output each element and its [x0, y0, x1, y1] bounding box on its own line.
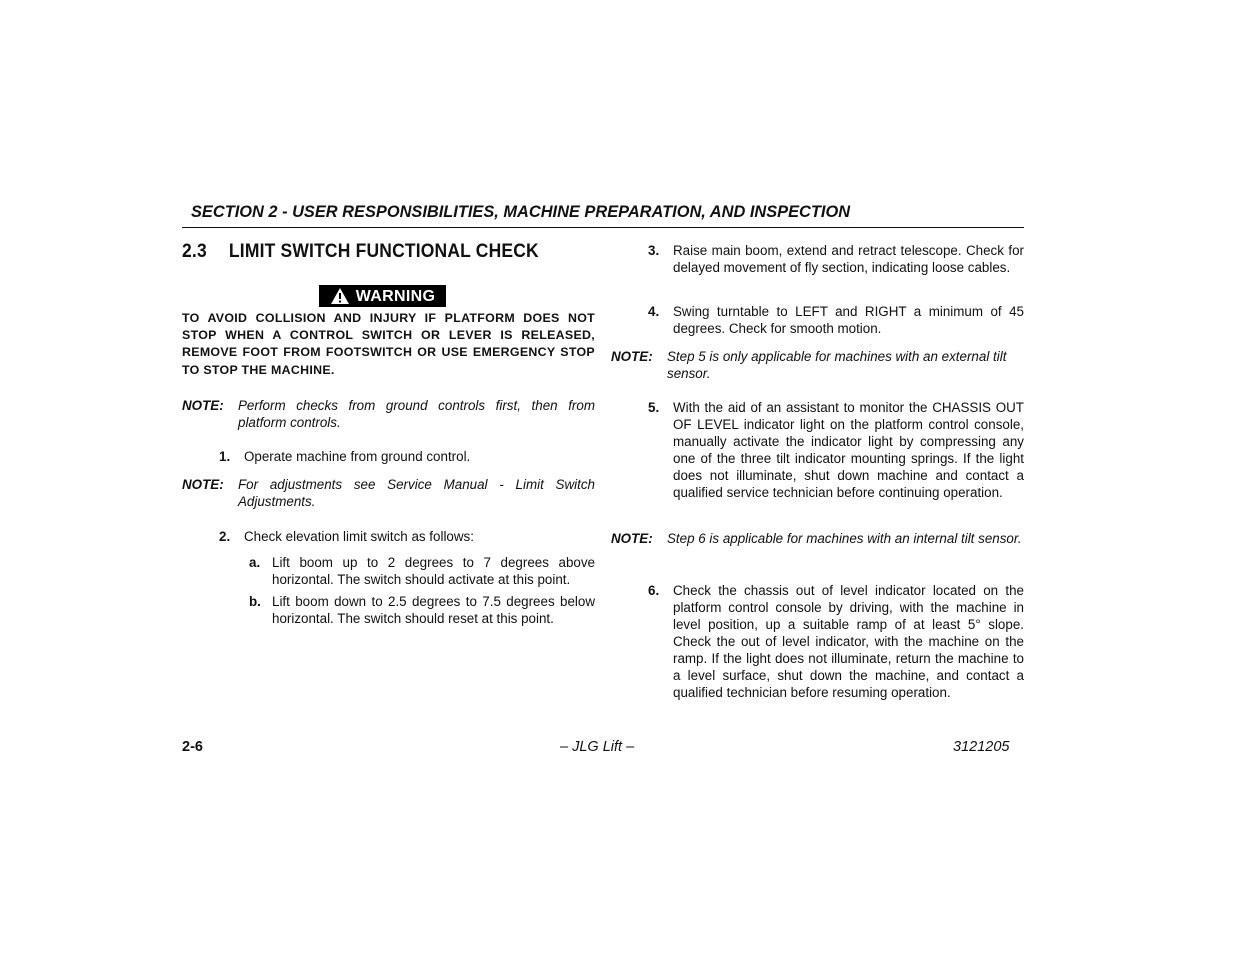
step-number: 4.: [648, 304, 660, 319]
step-number: 6.: [648, 583, 660, 598]
step-1: [219, 448, 595, 465]
step-6: [648, 582, 1024, 701]
document-number: 3121205: [953, 739, 1010, 755]
step-number: a.: [249, 555, 261, 570]
heading-number: 2.3: [182, 241, 207, 262]
note-adjustments: [182, 476, 595, 510]
section-heading: [182, 240, 568, 264]
step-3: [648, 242, 1024, 276]
note-label: NOTE:: [611, 349, 653, 364]
step-text: Raise main boom, extend and retract telescope. Check for delayed movement of fly section, indicating loose cables.: [673, 243, 1024, 275]
note-text: Step 5 is only applicable for machines with an external tilt sensor.: [667, 349, 1007, 381]
step-text: Check the chassis out of level indicator located on the platform control console by driving, with the machine in level position, up a suitable ramp of at least 5° slope. Check the out of level indicator, with the machine on the ramp. If the light does not illuminate, return the machine to a level surface, shut down the machine, and contact a qualified technician before resuming operation.: [673, 583, 1024, 700]
page-number: 2-6: [182, 739, 203, 755]
step-2b: [249, 593, 595, 627]
warning-banner: [319, 285, 446, 307]
step-text: With the aid of an assistant to monitor the CHASSIS OUT OF LEVEL indicator light on the platform control console, manually activate the indicator light by compressing any one of the three tilt indicator mounting springs. If the light does not illuminate, shut down machine and contact a qualified service technician before continuing operation.: [673, 400, 1024, 500]
note-ground-controls: [182, 397, 595, 431]
step-number: 1.: [219, 449, 231, 464]
step-text: Lift boom down to 2.5 degrees to 7.5 degrees below horizontal. The switch should reset at this point.: [272, 594, 595, 626]
note-external-tilt: [611, 348, 1024, 382]
section-header: SECTION 2 - USER RESPONSIBILITIES, MACHINE PREPARATION, AND INSPECTION: [191, 203, 851, 221]
step-number: 3.: [648, 243, 660, 258]
step-number: 2.: [219, 529, 231, 544]
step-text: Check elevation limit switch as follows:: [244, 529, 474, 544]
note-internal-tilt: [611, 530, 1024, 547]
warning-label: WARNING: [355, 287, 436, 305]
step-2a: [249, 554, 595, 588]
step-5: [648, 399, 1024, 501]
step-number: 5.: [648, 400, 660, 415]
note-text: Step 6 is applicable for machines with an internal tilt sensor.: [667, 531, 1022, 546]
step-4: [648, 303, 1024, 337]
header-rule: [182, 227, 1024, 228]
note-label: NOTE:: [182, 398, 224, 413]
note-text: For adjustments see Service Manual - Limit Switch Adjustments.: [238, 477, 595, 509]
step-number: b.: [249, 594, 261, 609]
note-label: NOTE:: [611, 531, 653, 546]
heading-title: LIMIT SWITCH FUNCTIONAL CHECK: [228, 241, 539, 262]
step-text: Swing turntable to LEFT and RIGHT a minimum of 45 degrees. Check for smooth motion.: [673, 304, 1024, 336]
note-label: NOTE:: [182, 477, 224, 492]
warning-triangle-icon: [330, 287, 350, 305]
footer-brand: – JLG Lift –: [560, 739, 635, 755]
step-text: Lift boom up to 2 degrees to 7 degrees above horizontal. The switch should activate at this point.: [272, 555, 595, 587]
warning-text: TO AVOID COLLISION AND INJURY IF PLATFORM DOES NOT STOP WHEN A CONTROL SWITCH OR LEVER IS RELEASED, REMOVE FOOT FROM FOOTSWITCH OR USE EMERGENCY STOP TO STOP THE MACHINE.: [182, 311, 595, 377]
note-text: Perform checks from ground controls first, then from platform controls.: [238, 398, 595, 430]
step-2: [219, 528, 595, 545]
step-text: Operate machine from ground control.: [244, 449, 471, 464]
